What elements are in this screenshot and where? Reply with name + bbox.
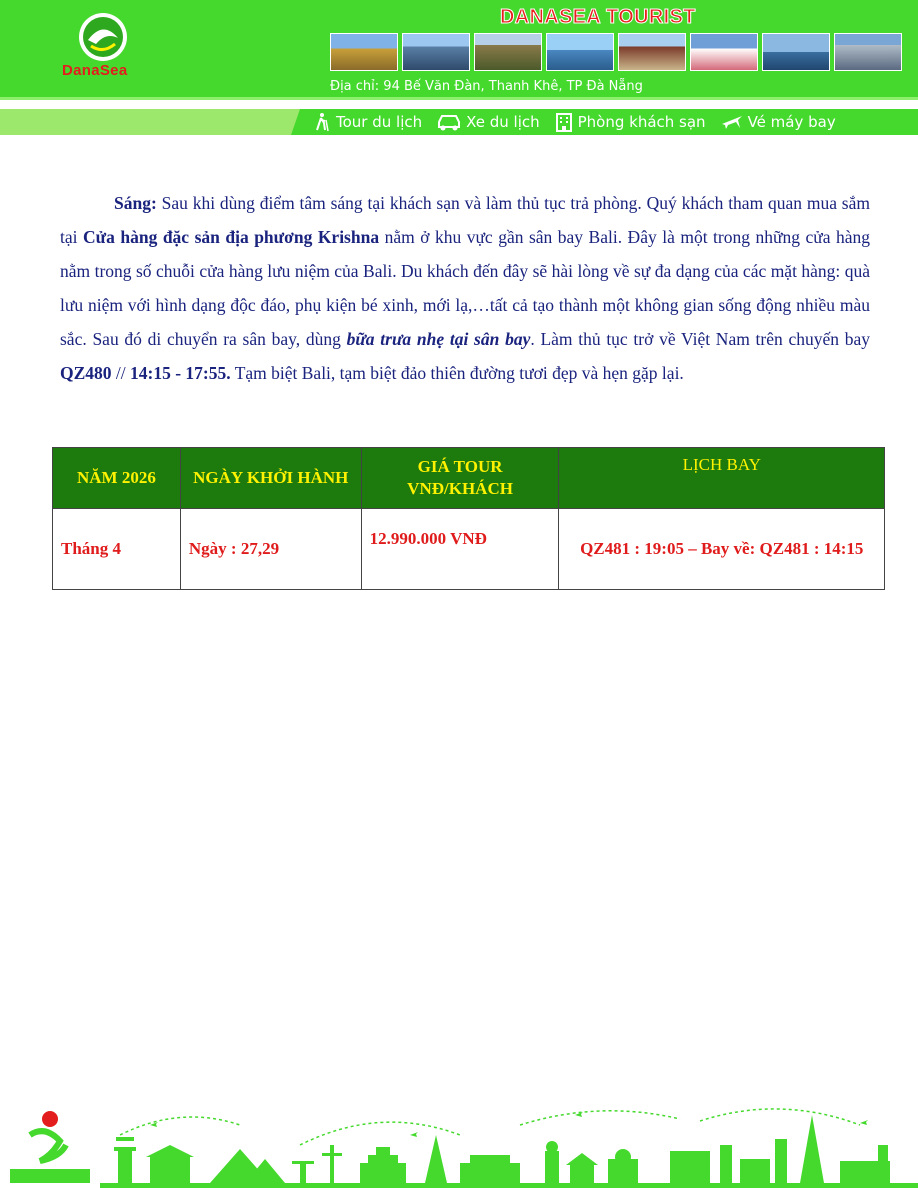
destination-photos — [330, 33, 902, 71]
flight-time: 14:15 - 17:55. — [130, 363, 231, 383]
photo-towers — [834, 33, 902, 71]
table-header-year: NĂM 2026 — [53, 448, 181, 509]
photo-temple — [330, 33, 398, 71]
table-row — [53, 509, 885, 590]
nav-item-label: Vé máy bay — [747, 113, 836, 131]
table-header-flight: LỊCH BAY — [559, 448, 885, 509]
nav-item-flight[interactable] — [720, 112, 836, 132]
header-banner — [0, 0, 918, 100]
landmark-silhouettes — [100, 1115, 918, 1188]
itinerary-paragraph — [60, 186, 870, 390]
flight-code: QZ480 — [60, 363, 112, 383]
lunch-note: bữa trưa nhẹ tại sân bay — [346, 329, 531, 349]
table-header-row — [53, 448, 885, 509]
car-icon — [436, 112, 462, 132]
table-cell-price: 12.990.000 VNĐ — [361, 509, 559, 590]
tour-price-table — [52, 447, 885, 590]
small-plane-icons — [150, 1112, 868, 1137]
nav-item-label: Tour du lịch — [336, 113, 423, 131]
hotel-icon — [554, 112, 574, 132]
photo-palace — [618, 33, 686, 71]
footer-logo — [10, 1111, 90, 1183]
address-text: Địa chỉ: 94 Bế Văn Đàn, Thanh Khê, TP Đà Nẵng — [330, 79, 643, 94]
photo-merlion — [762, 33, 830, 71]
nav-item-label: Phòng khách sạn — [577, 113, 706, 131]
table-header-departure: NGÀY KHỞI HÀNH — [180, 448, 361, 509]
nav-bar-accent — [0, 109, 300, 135]
footer-landmarks-banner — [0, 1095, 918, 1188]
table-cell-flights: QZ481 : 19:05 – Bay về: QZ481 : 14:15 — [559, 509, 885, 590]
plane-icon — [720, 112, 744, 132]
paragraph-text: // — [111, 363, 131, 383]
brand-title: DANASEA TOURIST — [500, 6, 696, 28]
flight-paths — [120, 1109, 860, 1145]
nav-item-label: Xe du lịch — [466, 113, 540, 131]
paragraph-text: . Làm thủ tục trở về Việt Nam trên chuyến bay — [530, 329, 871, 349]
table-header-price: GIÁ TOUR VNĐ/KHÁCH — [361, 448, 559, 509]
nav-menu — [312, 110, 850, 134]
table-cell-dates: Ngày : 27,29 — [180, 509, 361, 590]
table-cell-month: Tháng 4 — [53, 509, 181, 590]
morning-label: Sáng: — [114, 193, 157, 213]
photo-bay — [546, 33, 614, 71]
nav-item-car[interactable] — [436, 112, 539, 132]
nav-item-hotel[interactable] — [554, 112, 706, 132]
logo-text: DanaSea — [62, 62, 128, 79]
photo-city — [402, 33, 470, 71]
photo-great-wall — [474, 33, 542, 71]
nav-item-tour[interactable] — [312, 112, 422, 132]
shop-name: Cửa hàng đặc sản địa phương Krishna — [82, 227, 380, 247]
paragraph-text: nằm ở khu vực gần sân bay Bali. Đây là một trong những cửa hàng nằm trong số chuỗi cửa hàng lưu niệm của Bali. Du khách đến đây sẽ hài lòng về sự đa dạng của các mặt hàng: quà lưu niệm với hình dạng độc đáo, phụ kiện bé xinh, mới lạ,…tất cả tạo thành một không gian sống động nhiều màu sắc. Sau đó di chuyển ra sân bay, dùng — [60, 227, 870, 349]
paragraph-text: Tạm biệt Bali, tạm biệt đảo thiên đường tươi đẹp và hẹn gặp lại. — [230, 363, 684, 383]
photo-fuji — [690, 33, 758, 71]
hiker-icon — [312, 112, 332, 132]
paragraph-text: Sau khi dùng điểm tâm sáng tại khách sạn và làm thủ tục trả phòng. Quý khách tham quan mua sắm tại — [60, 193, 870, 247]
